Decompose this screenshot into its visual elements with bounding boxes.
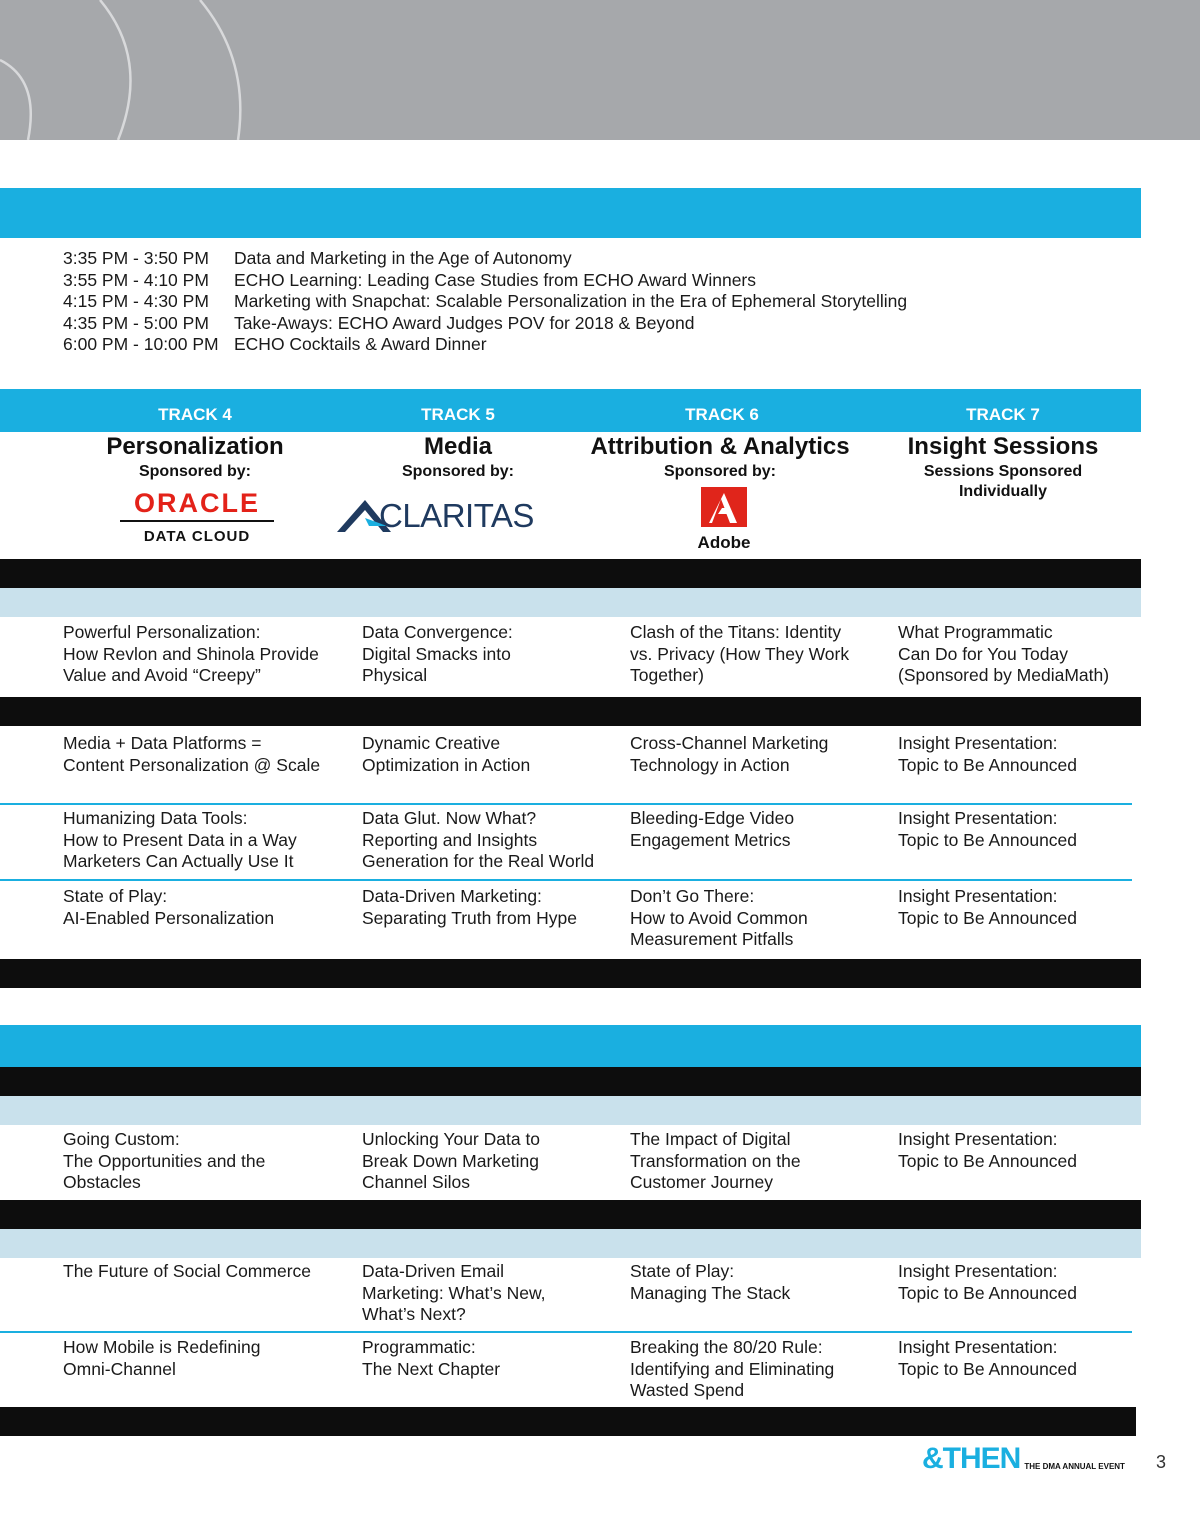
subheader-bar (0, 588, 1141, 617)
schedule-time: 3:55 PM - 4:10 PM (63, 269, 209, 290)
adobe-wordmark: Adobe (697, 533, 751, 552)
time-bar (0, 559, 1141, 588)
decorative-curves (0, 0, 1200, 140)
track-head-6 (570, 432, 870, 482)
schedule-title: Data and Marketing in the Age of Autonomy (234, 248, 572, 268)
session-cell: Programmatic: The Next Chapter (362, 1337, 501, 1379)
session-cell: Insight Presentation: Topic to Be Announced (898, 886, 1078, 928)
sponsor-line: Sponsored by: (138, 463, 251, 480)
track-title: Attribution & Analytics (590, 433, 850, 460)
section-bar (0, 1025, 1141, 1067)
session-cell: Insight Presentation: Topic to Be Announced (898, 1261, 1078, 1303)
schedule-time: 4:35 PM - 5:00 PM (63, 312, 209, 333)
schedule-row (63, 291, 907, 313)
session-cell: The Impact of Digital Transformation on the Customer Journey (630, 1129, 801, 1192)
oracle-wordmark: ORACLE (134, 488, 260, 518)
track-title: Insight Sessions (907, 433, 1099, 460)
track-label-5: TRACK 5 (421, 405, 495, 424)
adobe-mark-icon (697, 487, 751, 527)
section-bar (0, 188, 1141, 238)
session-cell: Going Custom: The Opportunities and the Obstacles (63, 1129, 266, 1192)
schedule-list (63, 248, 907, 356)
time-bar (0, 1067, 1141, 1096)
session-cell: Dynamic Creative Optimization in Action (362, 733, 531, 775)
claritas-logo (335, 496, 550, 536)
schedule-row (63, 334, 907, 356)
session-cell: The Future of Social Commerce (63, 1261, 312, 1281)
logo-tagline: THE DMA ANNUAL EVENT (1024, 1462, 1125, 1471)
session-cell: Data-Driven Marketing: Separating Truth from Hype (362, 886, 577, 928)
session-cell: What Programmatic Can Do for You Today (Sponsored by MediaMath) (898, 622, 1110, 685)
claritas-wordmark: CLARITAS (379, 497, 534, 534)
session-cell: How Mobile is Redefining Omni-Channel (63, 1337, 261, 1379)
schedule-time: 6:00 PM - 10:00 PM (63, 334, 219, 355)
row-divider (0, 879, 1132, 881)
schedule-row (63, 248, 907, 270)
subheader-bar (0, 1229, 1141, 1258)
session-cell: Insight Presentation: Topic to Be Announced (898, 733, 1078, 775)
schedule-title: ECHO Learning: Leading Case Studies from ECHO Award Winners (234, 269, 757, 290)
oracle-sub: DATA CLOUD (143, 527, 251, 545)
schedule-title: Marketing with Snapchat: Scalable Personalization in the Era of Ephemeral Storytelling (234, 291, 908, 312)
schedule-row (63, 270, 907, 292)
track-head-4 (45, 432, 345, 482)
sponsor-line-2: Individually (958, 483, 1047, 500)
session-cell: Bleeding-Edge Video Engagement Metrics (630, 808, 795, 850)
session-cell: Cross-Channel Marketing Technology in Action (630, 733, 829, 775)
schedule-title: ECHO Cocktails & Award Dinner (234, 334, 487, 355)
session-cell: Powerful Personalization: How Revlon and Shinola Provide Value and Avoid “Creepy” (63, 622, 319, 685)
session-cell: Insight Presentation: Topic to Be Announced (898, 808, 1078, 850)
footer-logo (922, 1444, 1125, 1474)
time-bar (0, 1407, 1136, 1436)
track-label-6: TRACK 6 (685, 405, 759, 424)
time-bar (0, 1200, 1141, 1229)
page-number: 3 (1156, 1452, 1167, 1472)
row-divider (0, 1331, 1132, 1333)
schedule-row (63, 313, 907, 335)
track-title: Personalization (106, 433, 284, 460)
subheader-bar (0, 1096, 1141, 1125)
sponsor-line: Sponsored by: (663, 463, 776, 480)
track-head-7 (853, 432, 1153, 502)
session-cell: Breaking the 80/20 Rule: Identifying and Eliminating Wasted Spend (630, 1337, 835, 1400)
then-wordmark: &THEN (922, 1442, 1021, 1475)
session-cell: Insight Presentation: Topic to Be Announced (898, 1129, 1078, 1171)
schedule-time: 4:15 PM - 4:30 PM (63, 291, 209, 312)
sponsor-line: Sessions Sponsored (923, 463, 1083, 480)
track-label-4: TRACK 4 (158, 405, 232, 424)
track-label-7: TRACK 7 (966, 405, 1040, 424)
row-divider (0, 803, 1132, 805)
oracle-logo (116, 488, 278, 545)
session-cell: Media + Data Platforms = Content Personalization @ Scale (63, 733, 321, 775)
session-cell: State of Play: AI-Enabled Personalization (63, 886, 275, 928)
session-cell: Clash of the Titans: Identity vs. Privacy (How They Work Together) (630, 622, 850, 685)
session-cell: Humanizing Data Tools: How to Present Data in a Way Marketers Can Actually Use It (63, 808, 297, 871)
session-cell: Data Convergence: Digital Smacks into Physical (362, 622, 513, 685)
header-band (0, 0, 1200, 140)
session-cell: Unlocking Your Data to Break Down Marketing Channel Silos (362, 1129, 541, 1192)
session-cell: Data Glut. Now What? Reporting and Insights Generation for the Real World (362, 808, 595, 871)
track-title: Media (423, 433, 492, 460)
schedule-time: 3:35 PM - 3:50 PM (63, 248, 209, 268)
session-cell: Don’t Go There: How to Avoid Common Measurement Pitfalls (630, 886, 808, 949)
time-bar (0, 697, 1141, 726)
track-head-5 (308, 432, 608, 482)
session-cell: Data-Driven Email Marketing: What’s New, What’s Next? (362, 1261, 546, 1324)
adobe-logo (694, 487, 754, 553)
session-cell: State of Play: Managing The Stack (630, 1261, 791, 1303)
sponsor-line: Sponsored by: (401, 463, 514, 480)
time-bar (0, 959, 1141, 988)
schedule-title: Take-Aways: ECHO Award Judges POV for 2018 & Beyond (234, 312, 695, 333)
session-cell: Insight Presentation: Topic to Be Announced (898, 1337, 1078, 1379)
